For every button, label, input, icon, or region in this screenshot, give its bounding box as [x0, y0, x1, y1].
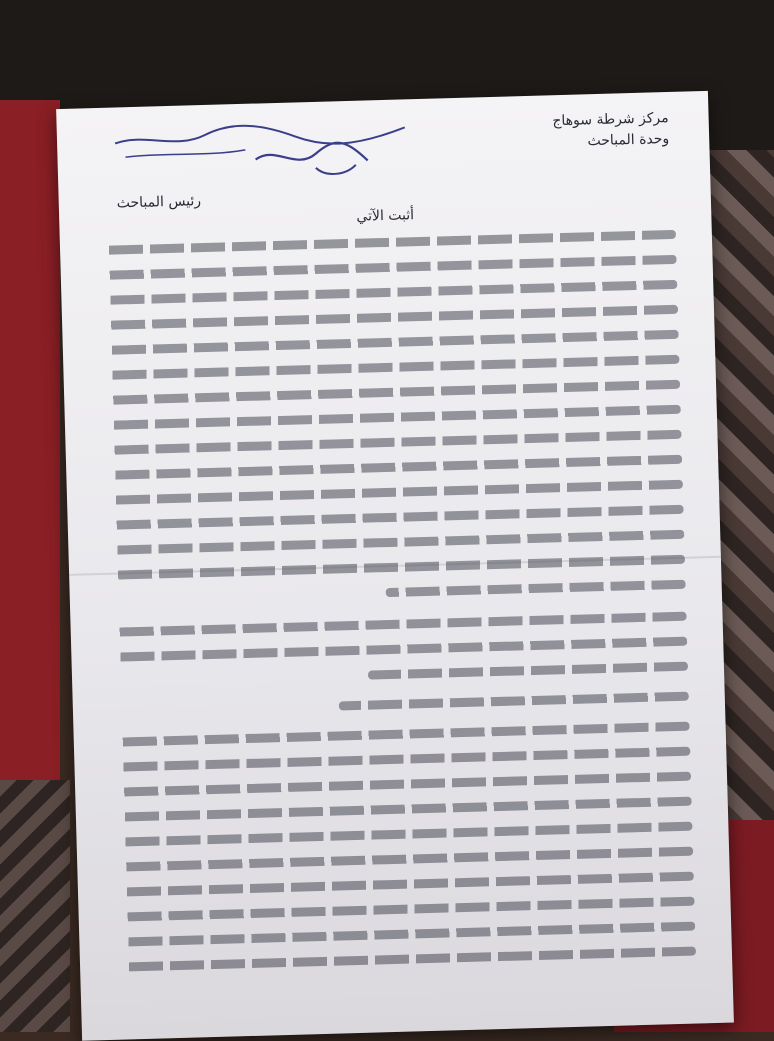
body-line: [107, 280, 677, 305]
body-line: [122, 822, 692, 847]
body-line: [368, 662, 688, 680]
body-line: [123, 847, 693, 872]
handwritten-annotation: [105, 115, 437, 194]
officer-line: رئيس المباحث: [116, 193, 202, 212]
body-line: [125, 922, 695, 947]
body-line: [107, 255, 677, 280]
body-line: [109, 355, 679, 380]
body-line: [124, 872, 694, 897]
body-line: [120, 722, 690, 747]
body-line: [122, 797, 692, 822]
document-heading: أثبت الآتي: [356, 207, 415, 225]
background-patterned-rug-lower: [0, 780, 70, 1032]
body-line: [114, 530, 684, 555]
body-line: [125, 897, 695, 922]
document-page: [56, 91, 734, 1041]
officer-header: [117, 191, 202, 214]
body-line: [117, 612, 687, 637]
body-line: [108, 305, 678, 330]
body-line: [117, 637, 687, 662]
body-line: [115, 555, 685, 580]
body-line: [112, 430, 682, 455]
body-line: [109, 330, 679, 355]
body-line: [386, 580, 686, 597]
body-line: [126, 947, 696, 972]
body-line: [106, 230, 676, 255]
body-line: [112, 455, 682, 480]
background-red-cloth: [0, 100, 60, 800]
body-line: [120, 747, 690, 772]
issuer-line: مركز شرطة سوهاج: [552, 110, 669, 130]
body-line: [339, 692, 689, 711]
body-line: [121, 772, 691, 797]
body-line: [111, 405, 681, 430]
body-line: [110, 380, 680, 405]
issuer-header: [552, 108, 669, 153]
issuer-line: وحدة المباحث: [587, 130, 670, 150]
body-line: [114, 505, 684, 530]
body-line: [113, 480, 683, 505]
